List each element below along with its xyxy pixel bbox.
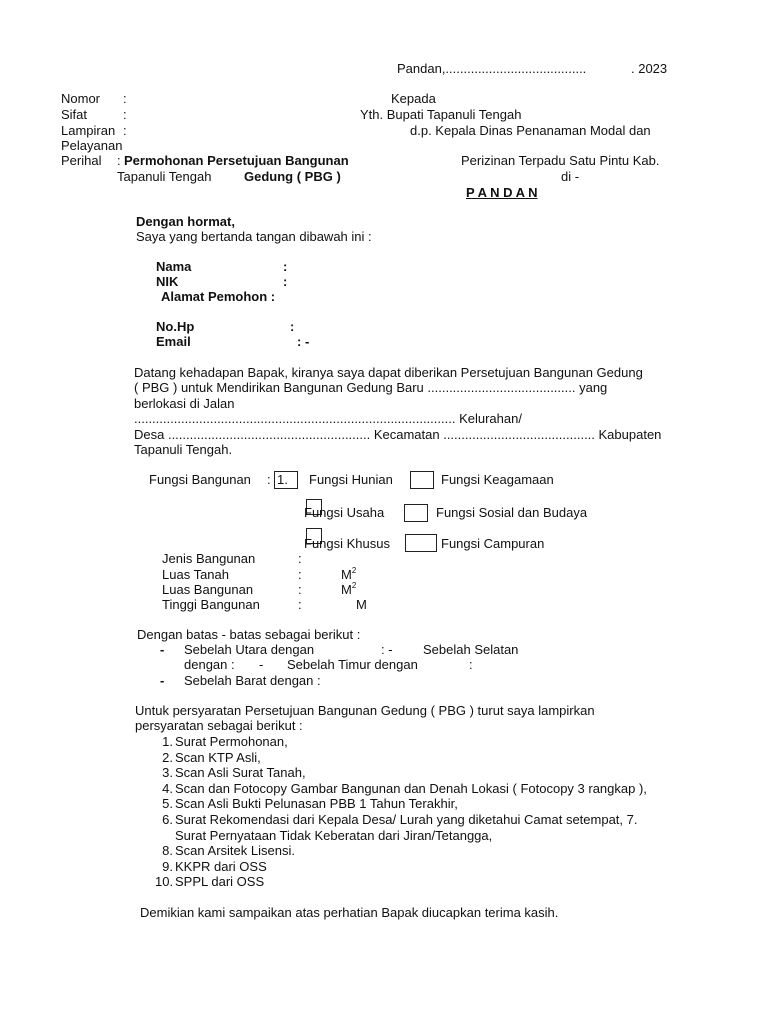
persyaratan-intro-2: persyaratan sebagai berikut : xyxy=(135,718,303,733)
list-item-number: 6. xyxy=(162,811,173,827)
email-colon: : - xyxy=(297,334,310,349)
list-item-text: Scan Asli Bukti Pelunasan PBB 1 Tahun Terakhir, xyxy=(175,796,458,812)
tinggi-bangunan-label: Tinggi Bangunan xyxy=(162,597,260,612)
body-line-1: Datang kehadapan Bapak, kiranya saya dapat diberikan Persetujuan Bangunan Gedung xyxy=(134,365,643,380)
list-item xyxy=(155,812,755,828)
fungsi-hunian-label: Fungsi Hunian xyxy=(309,472,393,487)
batas-intro: Dengan batas - batas sebagai berikut : xyxy=(137,627,361,642)
luas-tanah-label: Luas Tanah xyxy=(162,567,229,582)
batas-selatan-dengan: dengan : xyxy=(184,657,235,672)
list-item xyxy=(155,796,755,812)
luas-bangunan-colon: : xyxy=(298,582,302,597)
fungsi-sosial-checkbox[interactable] xyxy=(404,504,428,522)
list-item xyxy=(155,874,755,890)
nomor-colon: : xyxy=(123,91,127,106)
luas-bangunan-unit: $M^2$ xyxy=(341,581,357,597)
list-item xyxy=(155,843,755,859)
batas-bullet-2: - xyxy=(160,673,165,688)
hp-label: No.Hp xyxy=(156,319,195,334)
list-item-text: Surat Rekomendasi dari Kepala Desa/ Lurah yang diketahui Camat setempat, 7. xyxy=(175,811,638,827)
fungsi-campuran-label: Fungsi Campuran xyxy=(441,536,545,551)
recipient-dp-line2: Perizinan Terpadu Satu Pintu Kab. xyxy=(461,153,660,168)
batas-selatan-label: Sebelah Selatan xyxy=(423,642,519,657)
fungsi-sosial-label: Fungsi Sosial dan Budaya xyxy=(436,505,588,520)
batas-selatan-dash: - xyxy=(259,657,264,672)
batas-timur-label: Sebelah Timur dengan xyxy=(287,657,418,672)
list-item xyxy=(155,750,755,766)
batas-barat-label: Sebelah Barat dengan : xyxy=(184,673,321,688)
persyaratan-intro-1: Untuk persyaratan Persetujuan Bangunan Gedung ( PBG ) turut saya lampirkan xyxy=(135,703,595,718)
place-date: Pandan,....................................... xyxy=(397,61,587,76)
list-item-number: 10. xyxy=(155,874,174,890)
list-item xyxy=(155,781,755,797)
luas-tanah-unit: $M^2$ xyxy=(341,566,357,582)
list-item xyxy=(155,859,755,875)
fungsi-usaha-label: Fungsi Usaha xyxy=(304,505,385,520)
hp-colon: : xyxy=(290,319,295,334)
perihal-value: Permohonan Persetujuan Bangunan xyxy=(124,153,349,168)
list-item-text: Scan Arsitek Lisensi. xyxy=(175,843,295,859)
closing-text: Demikian kami sampaikan atas perhatian Bapak diucapkan terima kasih. xyxy=(140,905,559,920)
body-line-3: berlokasi di Jalan xyxy=(134,396,235,411)
list-item-text: Surat Pernyataan Tidak Keberatan dari Jiran/Tetangga, xyxy=(175,827,493,843)
body-line-6: Tapanuli Tengah. xyxy=(134,442,233,457)
list-item-number: 5. xyxy=(162,796,173,812)
list-item-text: Scan KTP Asli, xyxy=(175,749,261,765)
recipient-dp-line1: d.p. Kepala Dinas Penanaman Modal dan xyxy=(410,123,651,138)
recipient-dp-overflow: Pelayanan xyxy=(61,138,123,153)
fungsi-khusus-label: Fungsi Khusus xyxy=(304,536,390,551)
kepada-label: Kepada xyxy=(391,91,436,106)
jenis-bangunan-label: Jenis Bangunan xyxy=(162,551,256,566)
list-item-text: Surat Permohonan, xyxy=(175,734,288,749)
body-line-2: ( PBG ) untuk Mendirikan Bangunan Gedung Baru ......................................... yang xyxy=(134,380,608,395)
recipient-name: Yth. Bupati Tapanuli Tengah xyxy=(360,107,522,122)
lampiran-colon: : xyxy=(123,123,127,138)
perihal-label: Perihal xyxy=(61,153,102,168)
nama-colon: : xyxy=(283,259,288,274)
tinggi-bangunan-colon: : xyxy=(298,597,302,612)
list-item-number: 2. xyxy=(162,749,173,765)
recipient-di: di - xyxy=(561,169,580,184)
body-line-5: Desa ........................................................ Kecamatan .......................................... Kabupaten xyxy=(134,427,662,442)
fungsi-keagamaan-label: Fungsi Keagamaan xyxy=(441,472,554,487)
salutation: Dengan hormat, xyxy=(136,214,235,229)
list-item-number: 3. xyxy=(162,765,173,781)
alamat-label: Alamat Pemohon : xyxy=(161,289,276,304)
list-item xyxy=(155,828,755,844)
list-item xyxy=(155,765,755,781)
list-item-text: Scan Asli Surat Tanah, xyxy=(175,765,306,781)
persyaratan-list xyxy=(155,734,755,890)
perihal-value-cont-a: Tapanuli Tengah xyxy=(117,169,212,184)
list-item-number: 1. xyxy=(162,734,173,749)
sifat-colon: : xyxy=(123,107,127,122)
sifat-label: Sifat xyxy=(61,107,88,122)
list-item-number: 4. xyxy=(162,780,173,796)
perihal-value-cont-b: Gedung ( PBG ) xyxy=(244,169,341,184)
luas-tanah-colon: : xyxy=(298,567,302,582)
intro-text: Saya yang bertanda tangan dibawah ini : xyxy=(136,229,372,244)
email-label: Email xyxy=(156,334,191,349)
fungsi-keagamaan-checkbox[interactable] xyxy=(410,471,434,489)
tinggi-bangunan-unit: M xyxy=(356,597,367,612)
nik-colon: : xyxy=(283,274,288,289)
fungsi-label: Fungsi Bangunan xyxy=(149,472,251,487)
perihal-colon: : xyxy=(117,153,121,168)
body-line-4: ......................................................................................... Kelurahan/ xyxy=(134,411,522,426)
batas-utara-colon: : - xyxy=(381,642,393,657)
batas-bullet-1: - xyxy=(160,642,165,657)
nama-label: Nama xyxy=(156,259,192,274)
jenis-bangunan-colon: : xyxy=(298,551,302,566)
batas-utara-label: Sebelah Utara dengan xyxy=(184,642,315,657)
list-item-number: 8. xyxy=(162,843,173,859)
luas-bangunan-label: Luas Bangunan xyxy=(162,582,254,597)
list-item-text: KKPR dari OSS xyxy=(175,858,267,874)
letter-year: . 2023 xyxy=(631,61,668,76)
fungsi-colon: : xyxy=(267,472,271,487)
recipient-city: P A N D A N xyxy=(466,185,538,200)
nik-label: NIK xyxy=(156,274,179,289)
list-item-number: 9. xyxy=(162,858,173,874)
list-item-text: SPPL dari OSS xyxy=(175,874,265,890)
fungsi-hunian-checkbox[interactable]: 1. xyxy=(274,471,298,489)
list-item-text: Scan dan Fotocopy Gambar Bangunan dan Denah Lokasi ( Fotocopy 3 rangkap ), xyxy=(175,780,647,796)
list-item xyxy=(155,734,755,750)
batas-timur-colon: : xyxy=(469,657,473,672)
fungsi-campuran-checkbox[interactable] xyxy=(405,534,437,552)
nomor-label: Nomor xyxy=(61,91,101,106)
lampiran-label: Lampiran xyxy=(61,123,116,138)
